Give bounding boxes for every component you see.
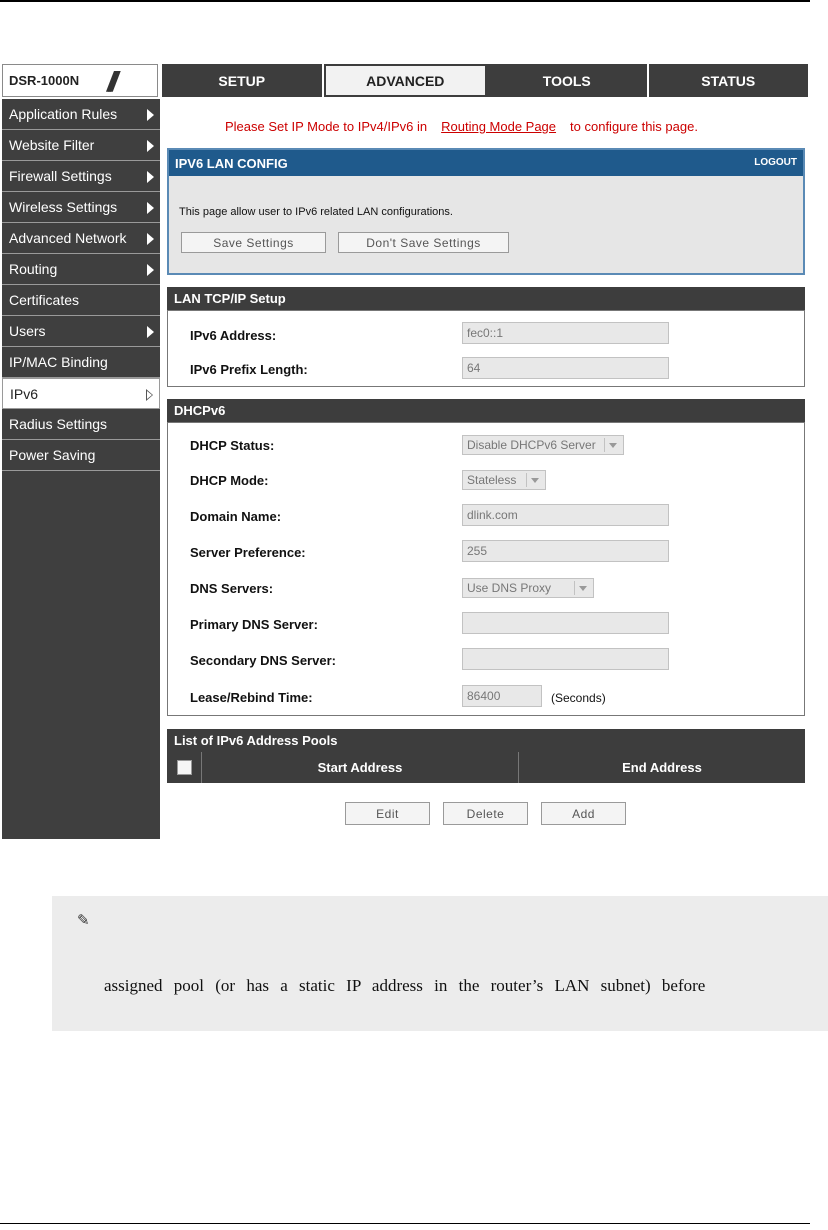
logout-link[interactable]: LOGOUT (754, 157, 797, 168)
chevron-right-icon (147, 109, 154, 121)
sidebar-item-label: Routing (9, 261, 58, 277)
col-start-address: Start Address (202, 752, 519, 783)
sidebar-item-label: IPv6 (10, 385, 39, 402)
dhcpv6-header: DHCPv6 (167, 399, 805, 422)
model-name: DSR-1000N (9, 73, 80, 88)
panel-description: This page allow user to IPv6 related LAN configurations. (179, 206, 453, 218)
dhcp-status-select[interactable] (462, 435, 624, 455)
sidebar-item-power-saving[interactable] (2, 440, 160, 471)
chevron-right-icon (147, 233, 154, 245)
ipv6-lan-config-panel (167, 148, 805, 275)
prefix-length-field[interactable]: 64 (462, 357, 669, 379)
sidebar-item-certificates[interactable] (2, 285, 160, 316)
lease-time-label: Lease/Rebind Time: (190, 690, 313, 705)
sidebar-item-label: Radius Settings (9, 416, 108, 432)
sidebar-item-label: Wireless Settings (9, 199, 118, 215)
chevron-down-icon (604, 438, 621, 452)
sidebar-item-label: Application Rules (9, 106, 118, 122)
col-end-address: End Address (622, 760, 702, 775)
sidebar-item-label: Advanced Network (9, 230, 127, 246)
logo-slashes-icon: /// (107, 66, 113, 97)
sidebar-item-application-rules[interactable] (2, 99, 160, 130)
sidebar-item-ip-mac-binding[interactable] (2, 347, 160, 378)
chevron-right-icon (147, 171, 154, 183)
sidebar-item-label: Website Filter (9, 137, 95, 153)
note-text: assigned pool (or has a static IP address in the router’s LAN subnet) before (104, 976, 706, 995)
sidebar-item-label: Certificates (9, 292, 80, 308)
note-box (52, 896, 828, 1031)
save-settings-button[interactable]: Save Settings (181, 232, 326, 253)
sidebar-item-wireless-settings[interactable] (2, 192, 160, 223)
sidebar-item-label: Users (9, 323, 46, 339)
chevron-right-icon (147, 202, 154, 214)
dhcp-mode-label: DHCP Mode: (190, 473, 269, 488)
select-all-checkbox[interactable] (177, 760, 192, 775)
delete-button[interactable]: Delete (443, 802, 528, 825)
lan-setup-header: LAN TCP/IP Setup (167, 287, 805, 310)
sidebar-item-routing[interactable] (2, 254, 160, 285)
dhcp-mode-value: Stateless (467, 473, 517, 487)
sidebar-item-ipv6[interactable] (2, 378, 160, 409)
warning-suffix: to configure this page. (570, 119, 698, 134)
tab-advanced[interactable]: ADVANCED (324, 64, 488, 97)
pools-header: List of IPv6 Address Pools (167, 729, 805, 752)
sidebar-item-label: Firewall Settings (9, 168, 112, 184)
ipv6-address-label: IPv6 Address: (190, 328, 277, 343)
dns-servers-label: DNS Servers: (190, 581, 274, 596)
sidebar-item-radius-settings[interactable] (2, 409, 160, 440)
warning-prefix: Please Set IP Mode to IPv4/IPv6 in (225, 119, 428, 134)
panel-title: IPV6 LAN CONFIG (175, 155, 288, 171)
dns-servers-select[interactable] (462, 578, 594, 598)
add-button[interactable]: Add (541, 802, 626, 825)
secondary-dns-field[interactable] (462, 648, 669, 670)
secondary-dns-label: Secondary DNS Server: (190, 653, 336, 668)
tab-status[interactable]: STATUS (701, 72, 756, 89)
prefix-length-label: IPv6 Prefix Length: (190, 362, 308, 377)
chevron-down-icon (526, 473, 543, 487)
tab-tools[interactable]: TOOLS (487, 64, 649, 97)
tab-setup[interactable]: SETUP (162, 64, 324, 97)
sidebar-item-website-filter[interactable] (2, 130, 160, 161)
primary-dns-field[interactable] (462, 612, 669, 634)
lan-setup-section (167, 310, 805, 387)
pools-table-header (167, 752, 805, 783)
dns-servers-value: Use DNS Proxy (467, 581, 552, 595)
chevron-down-icon (574, 581, 591, 595)
ip-mode-warning (225, 119, 698, 134)
sidebar-item-firewall-settings[interactable] (2, 161, 160, 192)
select-all-cell (167, 752, 202, 783)
top-rule (0, 0, 810, 2)
panel-title-bar (169, 150, 803, 176)
chevron-right-icon (147, 326, 154, 338)
domain-name-label: Domain Name: (190, 509, 282, 524)
primary-dns-label: Primary DNS Server: (190, 617, 318, 632)
brand-logo (2, 64, 158, 97)
sidebar-item-advanced-network[interactable] (2, 223, 160, 254)
routing-mode-link[interactable]: Routing Mode Page (441, 119, 557, 134)
dhcp-status-value: Disable DHCPv6 Server (467, 438, 596, 452)
dhcp-status-label: DHCP Status: (190, 438, 275, 453)
pencil-note-icon: ✎ (77, 912, 90, 929)
sidebar-item-label: IP/MAC Binding (9, 354, 108, 370)
chevron-right-icon (147, 264, 154, 276)
ipv6-address-field[interactable]: fec0::1 (462, 322, 669, 344)
bottom-rule (0, 1223, 810, 1224)
dhcpv6-section (167, 422, 805, 716)
main-tabs (162, 64, 808, 97)
sidebar-item-users[interactable] (2, 316, 160, 347)
lease-time-field[interactable]: 86400 (462, 685, 542, 707)
domain-name-field[interactable]: dlink.com (462, 504, 669, 526)
sidebar-item-label: Power Saving (9, 447, 96, 463)
server-preference-label: Server Preference: (190, 545, 306, 560)
lease-time-unit: (Seconds) (551, 691, 606, 705)
sidebar (2, 99, 160, 839)
server-preference-field[interactable]: 255 (462, 540, 669, 562)
dhcp-mode-select[interactable] (462, 470, 546, 490)
dont-save-settings-button[interactable]: Don't Save Settings (338, 232, 509, 253)
chevron-right-outline-icon (146, 389, 153, 401)
chevron-right-icon (147, 140, 154, 152)
edit-button[interactable]: Edit (345, 802, 430, 825)
